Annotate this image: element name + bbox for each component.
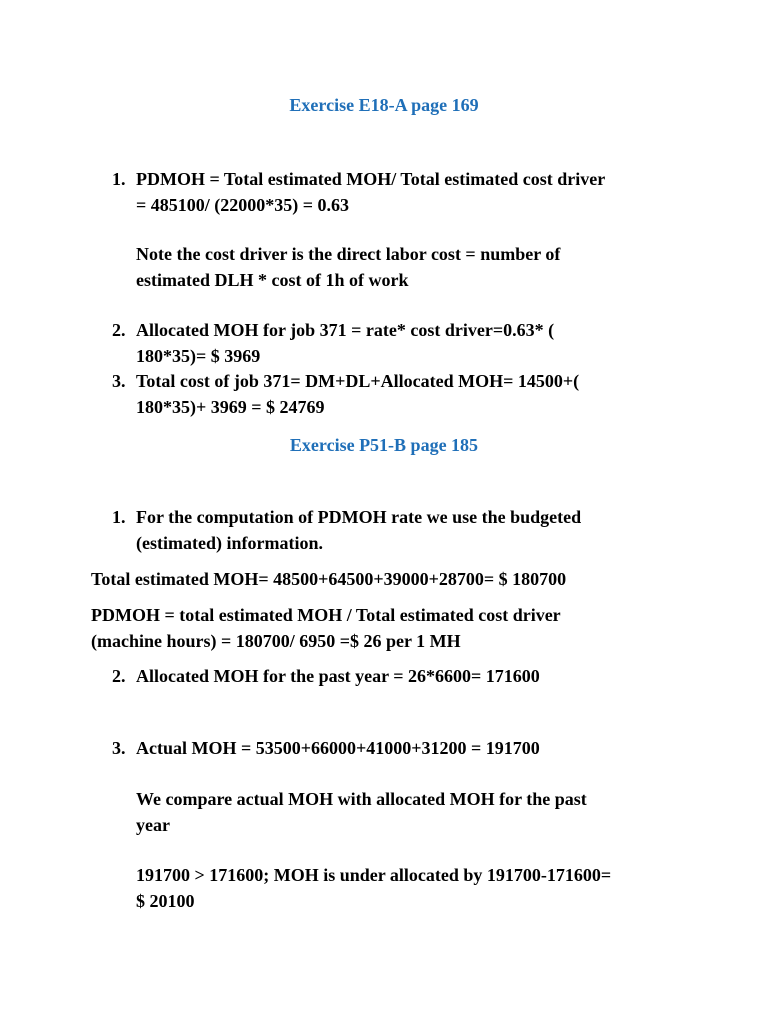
compare-paragraph	[136, 786, 587, 838]
text-line: $ 20100	[136, 891, 195, 911]
list-number: 1.	[112, 507, 126, 527]
note-paragraph	[136, 241, 560, 293]
section-heading-e18a: Exercise E18-A page 169	[289, 95, 479, 115]
list-item-text	[136, 663, 540, 689]
text-line: year	[136, 815, 170, 835]
list-item-text	[136, 504, 581, 556]
text-line: Allocated MOH for the past year = 26*6600= 171600	[136, 666, 540, 686]
text-line: Allocated MOH for job 371 = rate* cost driver=0.63* (	[136, 320, 555, 340]
text-line: (machine hours) = 180700/ 6950 =$ 26 per 1 MH	[91, 631, 461, 651]
text-line: 191700 > 171600; MOH is under allocated by 191700-171600=	[136, 865, 612, 885]
list-number: 1.	[112, 169, 126, 189]
text-line: PDMOH = Total estimated MOH/ Total estimated cost driver	[136, 169, 606, 189]
list-item-text	[136, 317, 554, 369]
list-number: 2.	[112, 320, 126, 340]
text-line: 180*35)+ 3969 = $ 24769	[136, 397, 325, 417]
list-item-text	[136, 735, 540, 761]
section-heading-p51b: Exercise P51-B page 185	[289, 435, 479, 455]
text-line: PDMOH = total estimated MOH / Total estimated cost driver	[91, 605, 561, 625]
list-number: 3.	[112, 371, 126, 391]
total-moh-paragraph	[91, 566, 566, 592]
text-line: Note the cost driver is the direct labor cost = number of	[136, 244, 561, 264]
text-line: 180*35)= $ 3969	[136, 346, 261, 366]
list-item-text	[136, 166, 605, 218]
result-paragraph	[136, 862, 611, 914]
list-number: 2.	[112, 666, 126, 686]
text-line: Total estimated MOH= 48500+64500+39000+28700= $ 180700	[91, 569, 567, 589]
text-line: We compare actual MOH with allocated MOH for the past	[136, 789, 587, 809]
text-line: estimated DLH * cost of 1h of work	[136, 270, 409, 290]
pdmoh-paragraph	[91, 602, 561, 654]
text-line: Total cost of job 371= DM+DL+Allocated MOH= 14500+(	[136, 371, 580, 391]
text-line: Actual MOH = 53500+66000+41000+31200 = 191700	[136, 738, 540, 758]
text-line: = 485100/ (22000*35) = 0.63	[136, 195, 350, 215]
list-number: 3.	[112, 738, 126, 758]
text-line: (estimated) information.	[136, 533, 323, 553]
text-line: For the computation of PDMOH rate we use the budgeted	[136, 507, 582, 527]
list-item-text	[136, 368, 579, 420]
